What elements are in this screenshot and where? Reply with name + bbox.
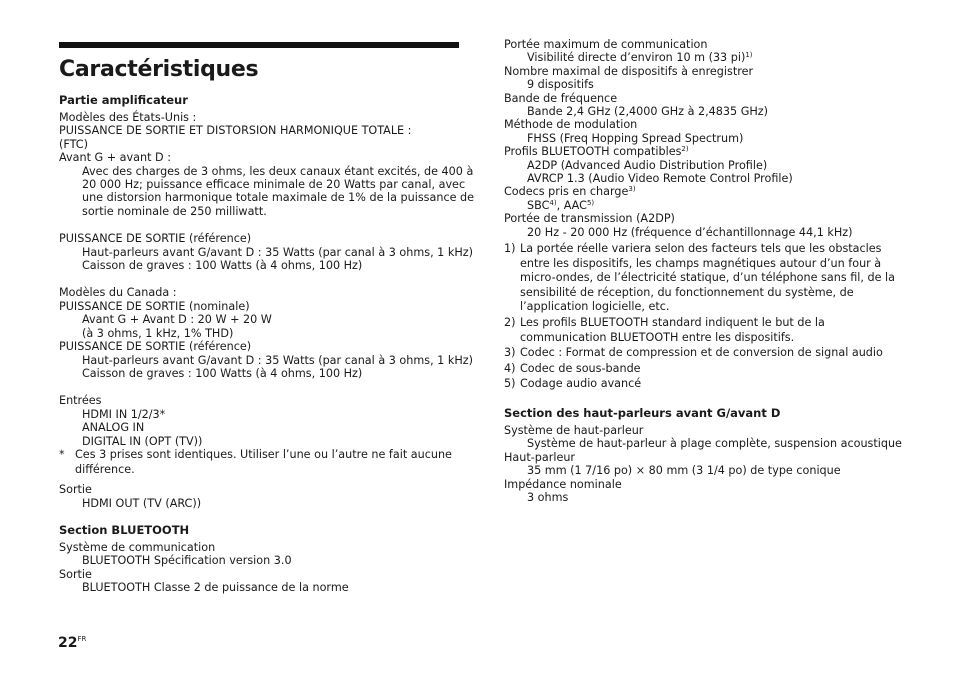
- band-value: Bande 2,4 GHz (2,4000 GHz à 2,4835 GHz): [527, 105, 769, 119]
- ref-label: PUISSANCE DE SORTIE (référence): [59, 232, 252, 246]
- ref-line: Caisson de graves : 100 Watts (à 4 ohms, 100 Hz): [82, 259, 363, 273]
- spk-hp-label: Haut-parleur: [504, 450, 576, 464]
- spk-sys-label: Système de haut-parleur: [504, 424, 644, 438]
- inputs-note: [59, 448, 461, 477]
- profiles-footnote-ref: 2): [681, 145, 689, 154]
- spk-imp-value: 3 ohms: [527, 491, 569, 505]
- front-desc-line: Avec des charges de 3 ohms, les deux canaux étant excités, de 400 à: [82, 164, 474, 178]
- nominal-label: PUISSANCE DE SORTIE (nominale): [59, 299, 250, 313]
- codecs-label-text: Codecs pris en charge: [504, 185, 629, 199]
- codecs-label: [504, 185, 908, 198]
- footnote-item: [504, 242, 908, 315]
- ca-models: Modèles du Canada :: [59, 286, 177, 300]
- amp-heading: Partie amplificateur: [59, 93, 188, 107]
- codecs-value: [504, 199, 908, 212]
- codec-sep: ,: [556, 198, 564, 212]
- range-footnote-ref: 1): [745, 51, 753, 60]
- page-number-text: 22: [58, 635, 78, 651]
- front-desc-line: sortie nominale de 250 milliwatt.: [82, 204, 267, 218]
- bt-out-value: BLUETOOTH Classe 2 de puissance de la norme: [82, 581, 349, 595]
- codec-aac: AAC: [563, 198, 587, 212]
- speaker-heading: Section des haut-parleurs avant G/avant D: [504, 406, 781, 421]
- range-label: Portée maximum de communication: [504, 38, 708, 51]
- footnote-text: Codec : Format de compression et de conversion de signal audio: [520, 346, 883, 360]
- right-column: [504, 38, 908, 504]
- footnote-number: 2): [504, 316, 516, 330]
- output-label: Sortie: [59, 483, 92, 497]
- note-mark: *: [59, 447, 65, 461]
- footnote-number: 5): [504, 377, 516, 391]
- trans-label: Portée de transmission (A2DP): [504, 212, 675, 226]
- spk-sys-value: Système de haut-parleur à plage complète, suspension acoustique: [527, 437, 902, 451]
- page-title: Caractéristiques: [59, 57, 259, 82]
- front-label: Avant G + avant D :: [59, 151, 171, 165]
- spk-imp-label: Impédance nominale: [504, 477, 622, 491]
- profiles-label-text: Profils BLUETOOTH compatibles: [504, 145, 682, 159]
- bt-comm-label: Système de communication: [59, 540, 216, 554]
- codec-sbc: SBC: [527, 198, 550, 212]
- max-dev-label: Nombre maximal de dispositifs à enregistrer: [504, 64, 754, 78]
- footnote-text: La portée réelle variera selon des facteurs tels que les obstacles entre les dispositifs, les champs magnétiques autour d’un four à micro-ondes, de l’électricité statique, d’un téléphone sans fil, de la sensibilité de réception, du fonctionnement du système, de l’application logicielle, etc.: [520, 242, 895, 314]
- trans-value: 20 Hz - 20 000 Hz (fréquence d’échantillonnage 44,1 kHz): [527, 225, 853, 239]
- ref2-line: Caisson de graves : 100 Watts (à 4 ohms, 100 Hz): [82, 366, 363, 380]
- ftc-label: (FTC): [59, 137, 88, 151]
- profiles-label: [504, 145, 908, 158]
- footnote-text: Les profils BLUETOOTH standard indiquent le but de la communication BLUETOOTH entre les dispositifs.: [520, 316, 825, 344]
- profile-item: AVRCP 1.3 (Audio Video Remote Control Profile): [527, 172, 793, 186]
- front-desc-line: 20 000 Hz; puissance efficace minimale de 20 Watts par canal, avec: [82, 178, 466, 192]
- footnote-item: [504, 316, 908, 345]
- left-column: [59, 42, 475, 595]
- footnote-item: [504, 377, 908, 392]
- ref2-label: PUISSANCE DE SORTIE (référence): [59, 340, 252, 354]
- max-dev-value: 9 dispositifs: [527, 78, 594, 92]
- profile-item: A2DP (Advanced Audio Distribution Profile): [527, 158, 768, 172]
- mod-label: Méthode de modulation: [504, 118, 638, 132]
- front-desc: [59, 164, 475, 219]
- footnote-number: 1): [504, 242, 516, 256]
- title-rule: [59, 42, 459, 48]
- footnote-item: [504, 362, 908, 377]
- footnote-text: Codage audio avancé: [520, 377, 642, 391]
- us-power-label: PUISSANCE DE SORTIE ET DISTORSION HARMONIQUE TOTALE :: [59, 124, 412, 138]
- footnotes: [504, 242, 908, 392]
- nominal-line: Avant G + Avant D : 20 W + 20 W: [82, 313, 272, 327]
- footnote-number: 3): [504, 346, 516, 360]
- codec-sbc-ref: 4): [549, 198, 557, 207]
- ref-line: Haut-parleurs avant G/avant D : 35 Watts (par canal à 3 ohms, 1 kHz): [82, 245, 473, 259]
- page-number: [58, 635, 86, 651]
- note-text: Ces 3 prises sont identiques. Utiliser l’une ou l’autre ne fait aucune différence.: [75, 447, 452, 476]
- footnote-number: 4): [504, 361, 516, 375]
- range-value: [504, 51, 908, 64]
- codecs-footnote-ref: 3): [628, 185, 636, 194]
- input-item: ANALOG IN: [82, 421, 145, 435]
- spk-hp-value: 35 mm (1 7/16 po) × 80 mm (3 1/4 po) de type conique: [527, 464, 841, 478]
- us-models: Modèles des États-Unis :: [59, 111, 197, 124]
- input-item: DIGITAL IN (OPT (TV)): [82, 434, 203, 448]
- input-item: HDMI IN 1/2/3*: [82, 407, 166, 421]
- page-lang: FR: [77, 635, 87, 643]
- ref2-line: Haut-parleurs avant G/avant D : 35 Watts (par canal à 3 ohms, 1 kHz): [82, 353, 473, 367]
- inputs-label: Entrées: [59, 394, 102, 408]
- range-value-text: Visibilité directe d’environ 10 m (33 pi): [527, 51, 746, 65]
- bt-comm-value: BLUETOOTH Spécification version 3.0: [82, 554, 292, 568]
- mod-value: FHSS (Freq Hopping Spread Spectrum): [527, 131, 744, 145]
- front-desc-line: une distorsion harmonique totale maximale de 1% de la puissance de: [82, 191, 475, 205]
- output-value: HDMI OUT (TV (ARC)): [82, 496, 202, 510]
- footnote-item: [504, 346, 908, 361]
- footnote-text: Codec de sous-bande: [520, 361, 641, 375]
- bt-out-label: Sortie: [59, 567, 92, 581]
- nominal-line: (à 3 ohms, 1 kHz, 1% THD): [82, 326, 234, 340]
- bt-heading: Section BLUETOOTH: [59, 522, 190, 537]
- band-label: Bande de fréquence: [504, 91, 618, 105]
- codec-aac-ref: 5): [586, 198, 595, 207]
